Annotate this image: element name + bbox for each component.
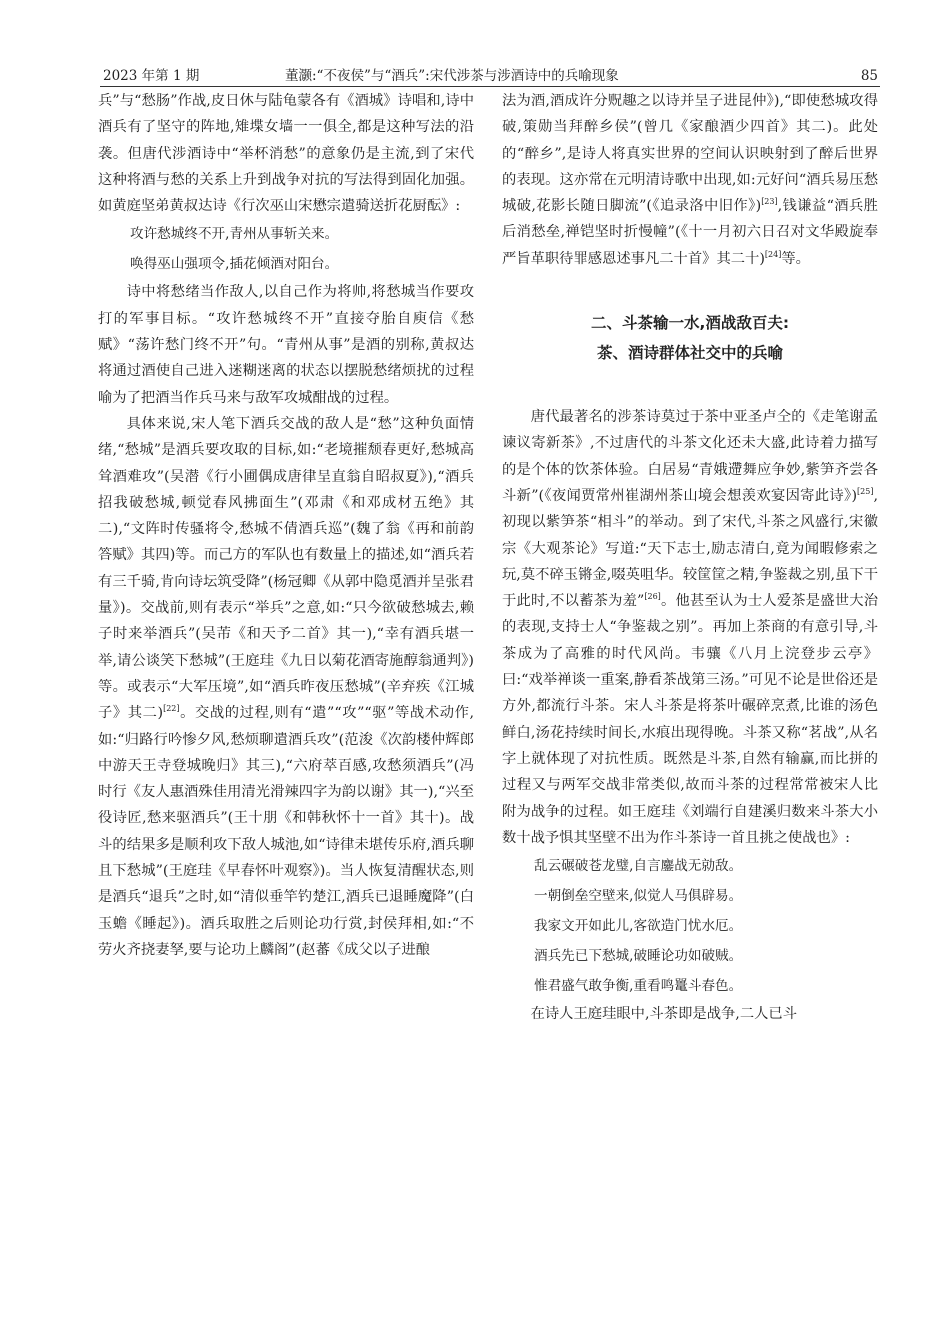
paragraph: 兵”与“愁肠”作战,皮日休与陆龟蒙各有《酒城》诗唱和,诗中酒兵有了坚守的阵地,雉堞女墙一一俱全,都是这种写法的沿袭。但唐代涉酒诗中“举杯消愁”的意象仍是主流,到了宋代这种将酒与愁的关系上升到战争对抗的写法得到固化加强。如黄庭坚弟黄叔达诗《行次巫山宋懋宗遣骑送折花厨酝》: (98, 93, 474, 215)
poem-line: 一朝倒垒空壁来,似觉人马俱辟易。 (534, 888, 743, 905)
paragraph-text: 唐代最著名的涉茶诗莫过于茶中亚圣卢仝的《走笔谢孟谏议寄新茶》,不过唐代的斗茶文化还未大盛,此诗着力描写的是个体的饮茶体验。白居易“青娥遰舞应争妙,紫笋齐尝各斗新”(《夜闻贾常州崔湖州茶山境会想羡欢宴因寄此诗》) (502, 409, 878, 504)
citation-ref[interactable]: [22] (163, 704, 180, 714)
running-header (103, 66, 878, 88)
paragraph-text: ,钱谦益“酒兵胜后消愁垒,禅铠坚时折慢幢”(《十一月初六日召对文华殿旋奉严旨革职待罪感恩述事凡二十首》其二十) (502, 198, 878, 267)
page-number: 85 (860, 68, 878, 84)
poem-block (502, 851, 878, 1001)
paragraph (502, 404, 878, 851)
citation-ref[interactable]: [24] (764, 250, 782, 260)
poem-line: 唤得巫山强项令,插花倾酒对阳台。 (130, 256, 339, 273)
running-title: 董灏:“不夜侯”与“酒兵”:宋代涉茶与涉酒诗中的兵喻现象 (285, 68, 619, 84)
paragraph-text: 。交战的过程,则有“遣”“攻”“驱”等战术动作,如:“归路行吟惨夕风,愁烦聊遣酒兵攻”(范浚《次韵楼仲辉郎中游天王寺登城晚归》其三),“六府萃百感,攻愁须酒兵”(冯时行《友人惠酒殊佳用清光滑辣四字为韵以谢》其一),“兴至役诗匠,愁来驱酒兵”(王十朋《和韩秋怀十一首》其十)。战斗的结果多是顺利攻下敌人城池,如“诗律未堪传乐府,酒兵聊且下愁城”(王庭珪《早春怀叶观察》)。当人恢复清醒状态,则是酒兵“退兵”之时,如“清似垂竿钓楚江,酒兵已退睡魔降”(白玉蟾《睡起》)。酒兵取胜之后则论功行赏,封侯拜相,如:“不劳火齐挠妻孥,要与论功上麟阁”(赵蕃《成父以子进酿 (98, 705, 474, 958)
paragraph-text: 等。 (781, 250, 810, 267)
paragraph-text: 具体来说,宋人笔下酒兵交战的敌人是“愁”这种负面情绪,“愁城”是酒兵要攻取的目标,如:“老境摧颓春更好,愁城高耸酒难攻”(吴潜《行小圃偶成唐律呈直翁自昭叔夏》),“酒兵招我破愁城,顿觉春风拂面生”(邓肃《和邓成材五绝》其二),“文阵时传骚将令,愁城不倩酒兵巡”(魏了翁《再和前韵答赋》其四)等。而己方的军队也有数量上的描述,如“酒兵若有三千骑,肯向诗坛筑受降”(杨冠卿《从郭中隐觅酒并呈张君量》)。交战前,则有表示“举兵”之意,如:“只今欲破愁城去,赖子时来举酒兵”(吴芾《和天予二首》其一),“幸有酒兵堪一举,请公谈笑下愁城”(王庭珪《九日以菊花酒寄施醇翁通判》)等。或表示“大军压境”,如“酒兵昨夜压愁城”(辛弃疾《江城子》其二) (98, 415, 474, 722)
paragraph (98, 411, 474, 963)
paragraph-text: 。他甚至认为士人爱茶是盛世大治的表现,支持士人“争鉴裁之别”。再加上茶商的有意引导,斗茶成为了高雅的时代风尚。韦骧《八月上浣登步云亭》曰:“戏举禅谈一重案,静看茶战第三汤。”可见不论是世俗还是方外,都流行斗茶。宋人斗茶是将茶叶碾碎烹煮,比谁的汤色鲜白,汤花持续时间长,水痕出现得晚。斗茶又称“茗战”,从名字上就体现了对抗性质。既然是斗茶,自然有输赢,而比拼的过程又与两军交战非常类似,故而斗茶的过程常常被宋人比附为战争的过程。如王庭珪《刘端行自建溪归数来斗茶大小数十战予惧其坚壁不出为作斗茶诗一首且挑之使战也》: (502, 593, 879, 846)
poem-line: 攻许愁城终不开,青州从事斩关来。 (130, 226, 339, 243)
section-subtitle: 茶、酒诗群体社交中的兵喻 (596, 344, 783, 363)
paragraph (502, 88, 878, 272)
header-rule (100, 86, 880, 87)
journal-issue: 2023 年第 1 期 (103, 68, 200, 84)
poem-block (98, 219, 474, 279)
poem-line: 惟君盛气敢争衡,重看鸣鼍斗春色。 (534, 978, 743, 995)
citation-ref[interactable]: [23] (761, 197, 778, 207)
paragraph-text: 法为酒,酒成许分贶趣之以诗并呈子进昆仲》),“即使愁城攻得破,策勋当拜醉乡侯”(曾几《家酿酒少四首》其二)。此处的“醉乡”,是诗人将真实世界的空间认识映射到了醉后世界的表现。这亦常在元明清诗歌中出现,如:元好问“酒兵易压愁城破,花影长随日脚流”(《追录洛中旧作》) (502, 93, 878, 215)
section-title: 二、斗茶输一水,酒战敌百夫: (590, 314, 790, 333)
citation-ref[interactable]: [26] (644, 592, 661, 602)
poem-line: 我家文开如此儿,客欲造门忧水厄。 (534, 918, 743, 935)
left-column (98, 88, 474, 963)
poem-line: 乱云碾破苍龙璧,自言鏖战无勍敌。 (534, 858, 743, 875)
citation-ref[interactable]: [25] (857, 487, 874, 497)
poem-line: 酒兵先已下愁城,破睡论功如破贼。 (534, 948, 743, 965)
right-column (502, 88, 878, 1027)
paragraph: 在诗人王庭珪眼中,斗茶即是战争,二人已斗 (530, 1006, 798, 1023)
paragraph: 诗中将愁绪当作敌人,以自己作为将帅,将愁城当作要攻打的军事目标。“攻许愁城终不开”直接夺胎自庾信《愁赋》“荡许愁门终不开”句。“青州从事”是酒的别称,黄叔达将通过酒使自己进入迷糊迷离的状态以摆脱愁绪烦扰的过程喻为了把酒当作兵马来与敌军攻城酣战的过程。 (98, 284, 474, 406)
paragraph-text: ,初现以紫笋茶“相斗”的举动。到了宋代,斗茶之风盛行,宋徽宗《大观茶论》写道:“天下志士,励志清白,竟为闻暇修索之玩,莫不碎玉锵金,啜英咀华。较筐筐之精,争鉴裁之别,虽下干于此时,不以蓄茶为羞” (502, 487, 878, 610)
